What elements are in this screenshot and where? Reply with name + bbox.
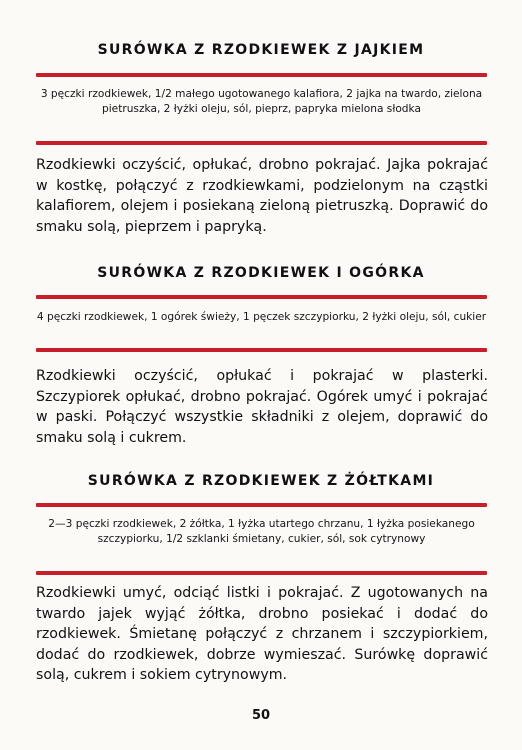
- red-rule: [36, 571, 487, 575]
- red-rule: [36, 295, 487, 299]
- recipe-ingredients: 4 pęczki rzodkiewek, 1 ogórek świeży, 1 pęczek szczypiorku, 2 łyżki oleju, sól, cukier: [36, 311, 487, 323]
- recipe-method: Rzodkiewki oczyścić, opłukać i pokrajać w plasterki. Szczypiorek opłukać, drobno pokrajać. Ogórek umyć i pokrajać w paski. Połączyć wszystkie składniki z olejem, doprawić do smaku solą i cukrem.: [36, 368, 488, 446]
- red-rule: [36, 141, 487, 145]
- recipe-title: SURÓWKA Z RZODKIEWEK I OGÓRKA: [97, 265, 425, 281]
- recipe-title: SURÓWKA Z RZODKIEWEK Z ŻÓŁTKAMI: [87, 473, 435, 489]
- page-number: 50: [251, 708, 271, 723]
- red-rule: [36, 73, 487, 77]
- recipe-ingredients: 2—3 pęczki rzodkiewek, 2 żółtka, 1 łyżka utartego chrzanu, 1 łyżka posiekanego szczypiorku, 1/2 szklanki śmietany, cukier, sól, sok cytrynowy: [48, 518, 475, 545]
- recipe-method: Rzodkiewki umyć, odciąć listki i pokrajać. Z ugotowanych na twardo jajek wyjąć żółtka, drobno posiekać i dodać do rzodkiewek. Śmietanę połączyć z chrzanem i szczypiorkiem, dodać do rzodkiewek, dobrze wymieszać. Surówkę doprawić solą, cukrem i sokiem cytrynowym.: [36, 585, 488, 683]
- red-rule: [36, 348, 487, 352]
- recipe-method: Rzodkiewki oczyścić, opłukać, drobno pokrajać. Jajka pokrajać w kostkę, połączyć z rzodkiewkami, podzielonym na cząstki kalafiorem, olejem i posiekaną zieloną pietruszką. Doprawić do smaku solą, pieprzem i papryką.: [36, 157, 488, 235]
- red-rule: [36, 503, 487, 507]
- recipe-title: SURÓWKA Z RZODKIEWEK Z JAJKIEM: [97, 42, 425, 58]
- recipe-ingredients: 3 pęczki rzodkiewek, 1/2 małego ugotowanego kalafiora, 2 jajka na twardo, zielona pietruszka, 2 łyżki oleju, sól, pieprz, papryka mielona słodka: [40, 88, 483, 115]
